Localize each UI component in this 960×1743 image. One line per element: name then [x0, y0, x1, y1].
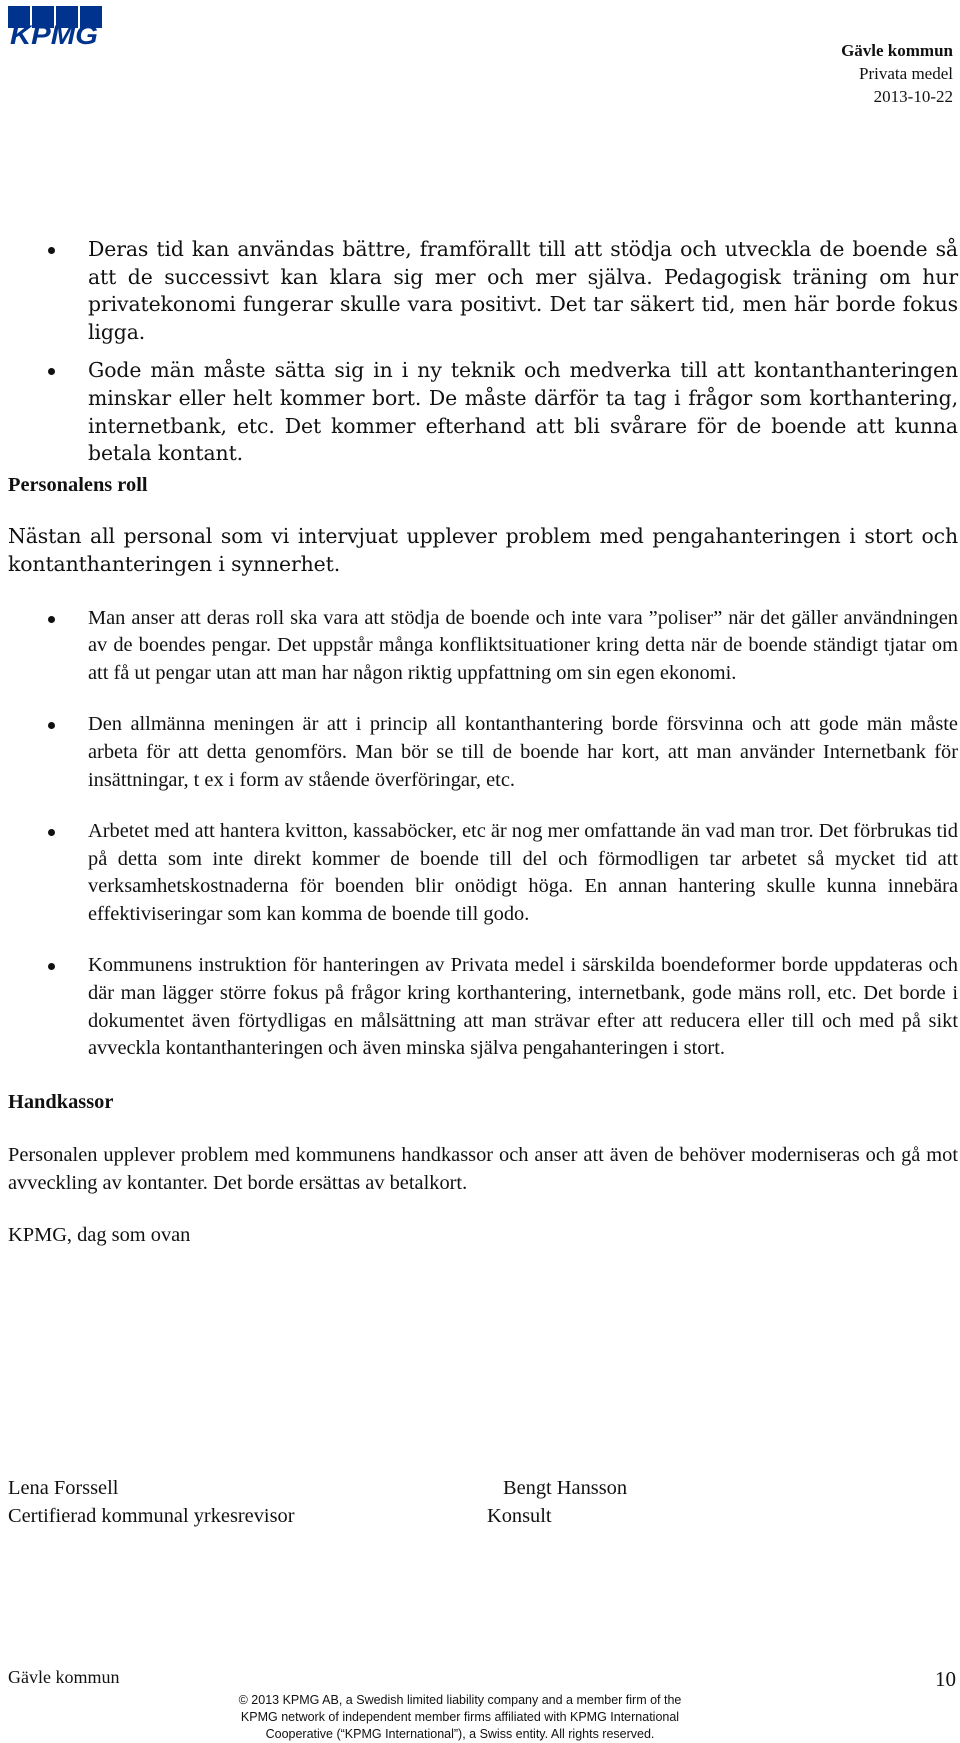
bullet-icon [48, 368, 55, 375]
section-heading-personalens-roll: Personalens roll [8, 473, 148, 496]
footer-legal: © 2013 KPMG AB, a Swedish limited liability company and a member firm of the KPMG network of independent member firms affiliated with KPMG International Cooperative (“KPMG International”), a Swiss entity. All rights reserved. [238, 1693, 682, 1741]
signatory-title: Konsult [487, 1505, 552, 1527]
list-item: Kommunens instruktion för hanteringen av Privata medel i särskilda boendeformer borde uppdateras och där man lägger större fokus på frågor kring korthantering, internetbank, gode mäns roll, etc. Det borde i dokumentet även förtydligas en målsättning att man strävar efter att reducera eller till och med på sikt avveckla kontanthanteringen och även minska själva pengahanteringen i stort. [8, 952, 958, 1062]
header-subject: Privata medel [859, 64, 953, 83]
footer-org: Gävle kommun [8, 1667, 120, 1687]
closing-line: KPMG, dag som ovan [8, 1223, 191, 1246]
bullet-icon [48, 722, 55, 729]
bullet-icon [48, 829, 55, 836]
kpmg-logo-text: KPMG [10, 20, 98, 46]
kpmg-logo [8, 6, 104, 46]
list-item: Deras tid kan användas bättre, framförallt till att stödja och utveckla de boende så att de successivt kan klara sig mer och mer själva. Pedagogisk träning om hur privatekonomi fungerar skulle vara positivt. Det tar säkert tid, men här borde fokus ligga. [8, 236, 958, 346]
document-body [8, 236, 958, 1249]
list-item: Arbetet med att hantera kvitton, kassaböcker, etc är nog mer omfattande än vad man tror. Det förbrukas tid på detta som inte direkt kommer de boende till del och förmodligen tar arbetet så mycket tid att verksamhetskostnaderna för boenden blir onödigt höga. En annan hantering skulle kunna innebära effektiviseringar som kan komma de boende till godo. [8, 818, 958, 928]
list-item: Man anser att deras roll ska vara att stödja de boende och inte vara ”poliser” när det gäller användningen av de boendes pengar. Det uppstår många konfliktsituationer kring detta när de boende ständigt tjatar om att få ut pengar utan att man har någon riktig uppfattning om sin egen ekonomi. [8, 605, 958, 688]
bullet-icon [48, 247, 55, 254]
header-org: Gävle kommun [841, 41, 953, 60]
paragraph: Nästan all personal som vi intervjuat upplever problem med pengahanteringen i stort och kontanthanteringen i synnerhet. [8, 524, 958, 576]
list-item: Den allmänna meningen är att i princip all kontanthantering borde försvinna och att gode män måste arbeta för att detta genomförs. Man bör se till de boende har kort, att man använder Internetbank för insättningar, t ex i form av stående överföringar, etc. [8, 711, 958, 794]
header-date: 2013-10-22 [873, 87, 953, 106]
signatory-name: Bengt Hansson [503, 1477, 628, 1499]
page-number: 10 [935, 1667, 956, 1691]
bullet-icon [48, 963, 55, 970]
signatory-name: Lena Forssell [8, 1477, 119, 1499]
signature-block-1 [8, 1474, 295, 1530]
list-item: Gode män måste sätta sig in i ny teknik och medverka till att kontanthanteringen minskar eller helt kommer bort. De måste därför ta tag i frågor som korthantering, internetbank, etc. Det kommer efterhand att bli svårare för de boende att kunna betala kontant. [8, 357, 958, 467]
section-heading-handkassor: Handkassor [8, 1090, 114, 1113]
signatory-title: Certifierad kommunal yrkesrevisor [8, 1505, 295, 1527]
bullet-icon [48, 616, 55, 623]
signature-block-2 [487, 1474, 627, 1530]
paragraph: Personalen upplever problem med kommunens handkassor och anser att även de behöver moderniseras och gå mot avveckling av kontanter. Det borde ersättas av betalkort. [8, 1144, 958, 1195]
